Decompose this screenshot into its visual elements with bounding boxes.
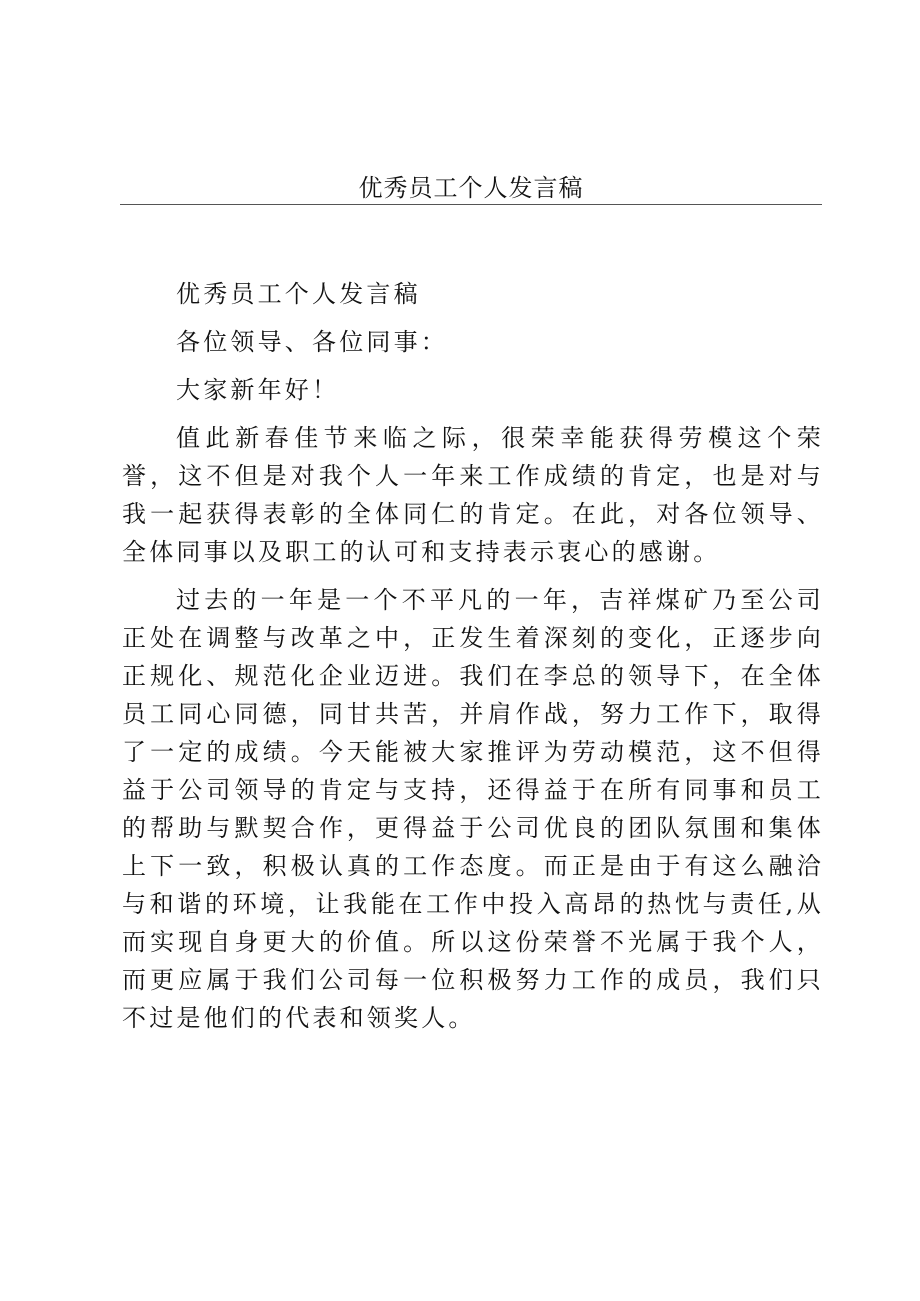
greeting: 大家新年好！ [176,376,340,404]
page-header-title: 优秀员工个人发言稿 [358,174,584,202]
salutation: 各位领导、各位同事： [176,328,448,356]
paragraph: 过去的一年是一个不平凡的一年，吉祥煤矿乃至公司正处在调整与改革之中，正发生着深刻的变化，正逐步向正规化、规范化企业迈进。我们在李总的领导下，在全体员工同心同德，同甘共苦，并肩作战，努力工作下，取得了一定的成绩。今天能被大家推评为劳动模范，这不但得益于公司领导的肯定与支持，还得益于在所有同事和员工的帮助与默契合作，更得益于公司优良的团队氛围和集体上下一致，积极认真的工作态度。而正是由于有这么融洽与和谐的环境，让我能在工作中投入高昂的热忱与责任,从而实现自身更大的价值。所以这份荣誉不光属于我个人，而更应属于我们公司每一位积极努力工作的成员，我们只不过是他们的代表和领奖人。 [122,586,824,1032]
paragraph: 值此新春佳节来临之际，很荣幸能获得劳模这个荣誉，这不但是对我个人一年来工作成绩的肯定，也是对与我一起获得表彰的全体同仁的肯定。在此，对各位领导、全体同事以及职工的认可和支持表示衷心的感谢。 [122,424,824,566]
document-subtitle: 优秀员工个人发言稿 [176,280,421,308]
header-divider [120,204,822,205]
document-body [122,275,824,1047]
